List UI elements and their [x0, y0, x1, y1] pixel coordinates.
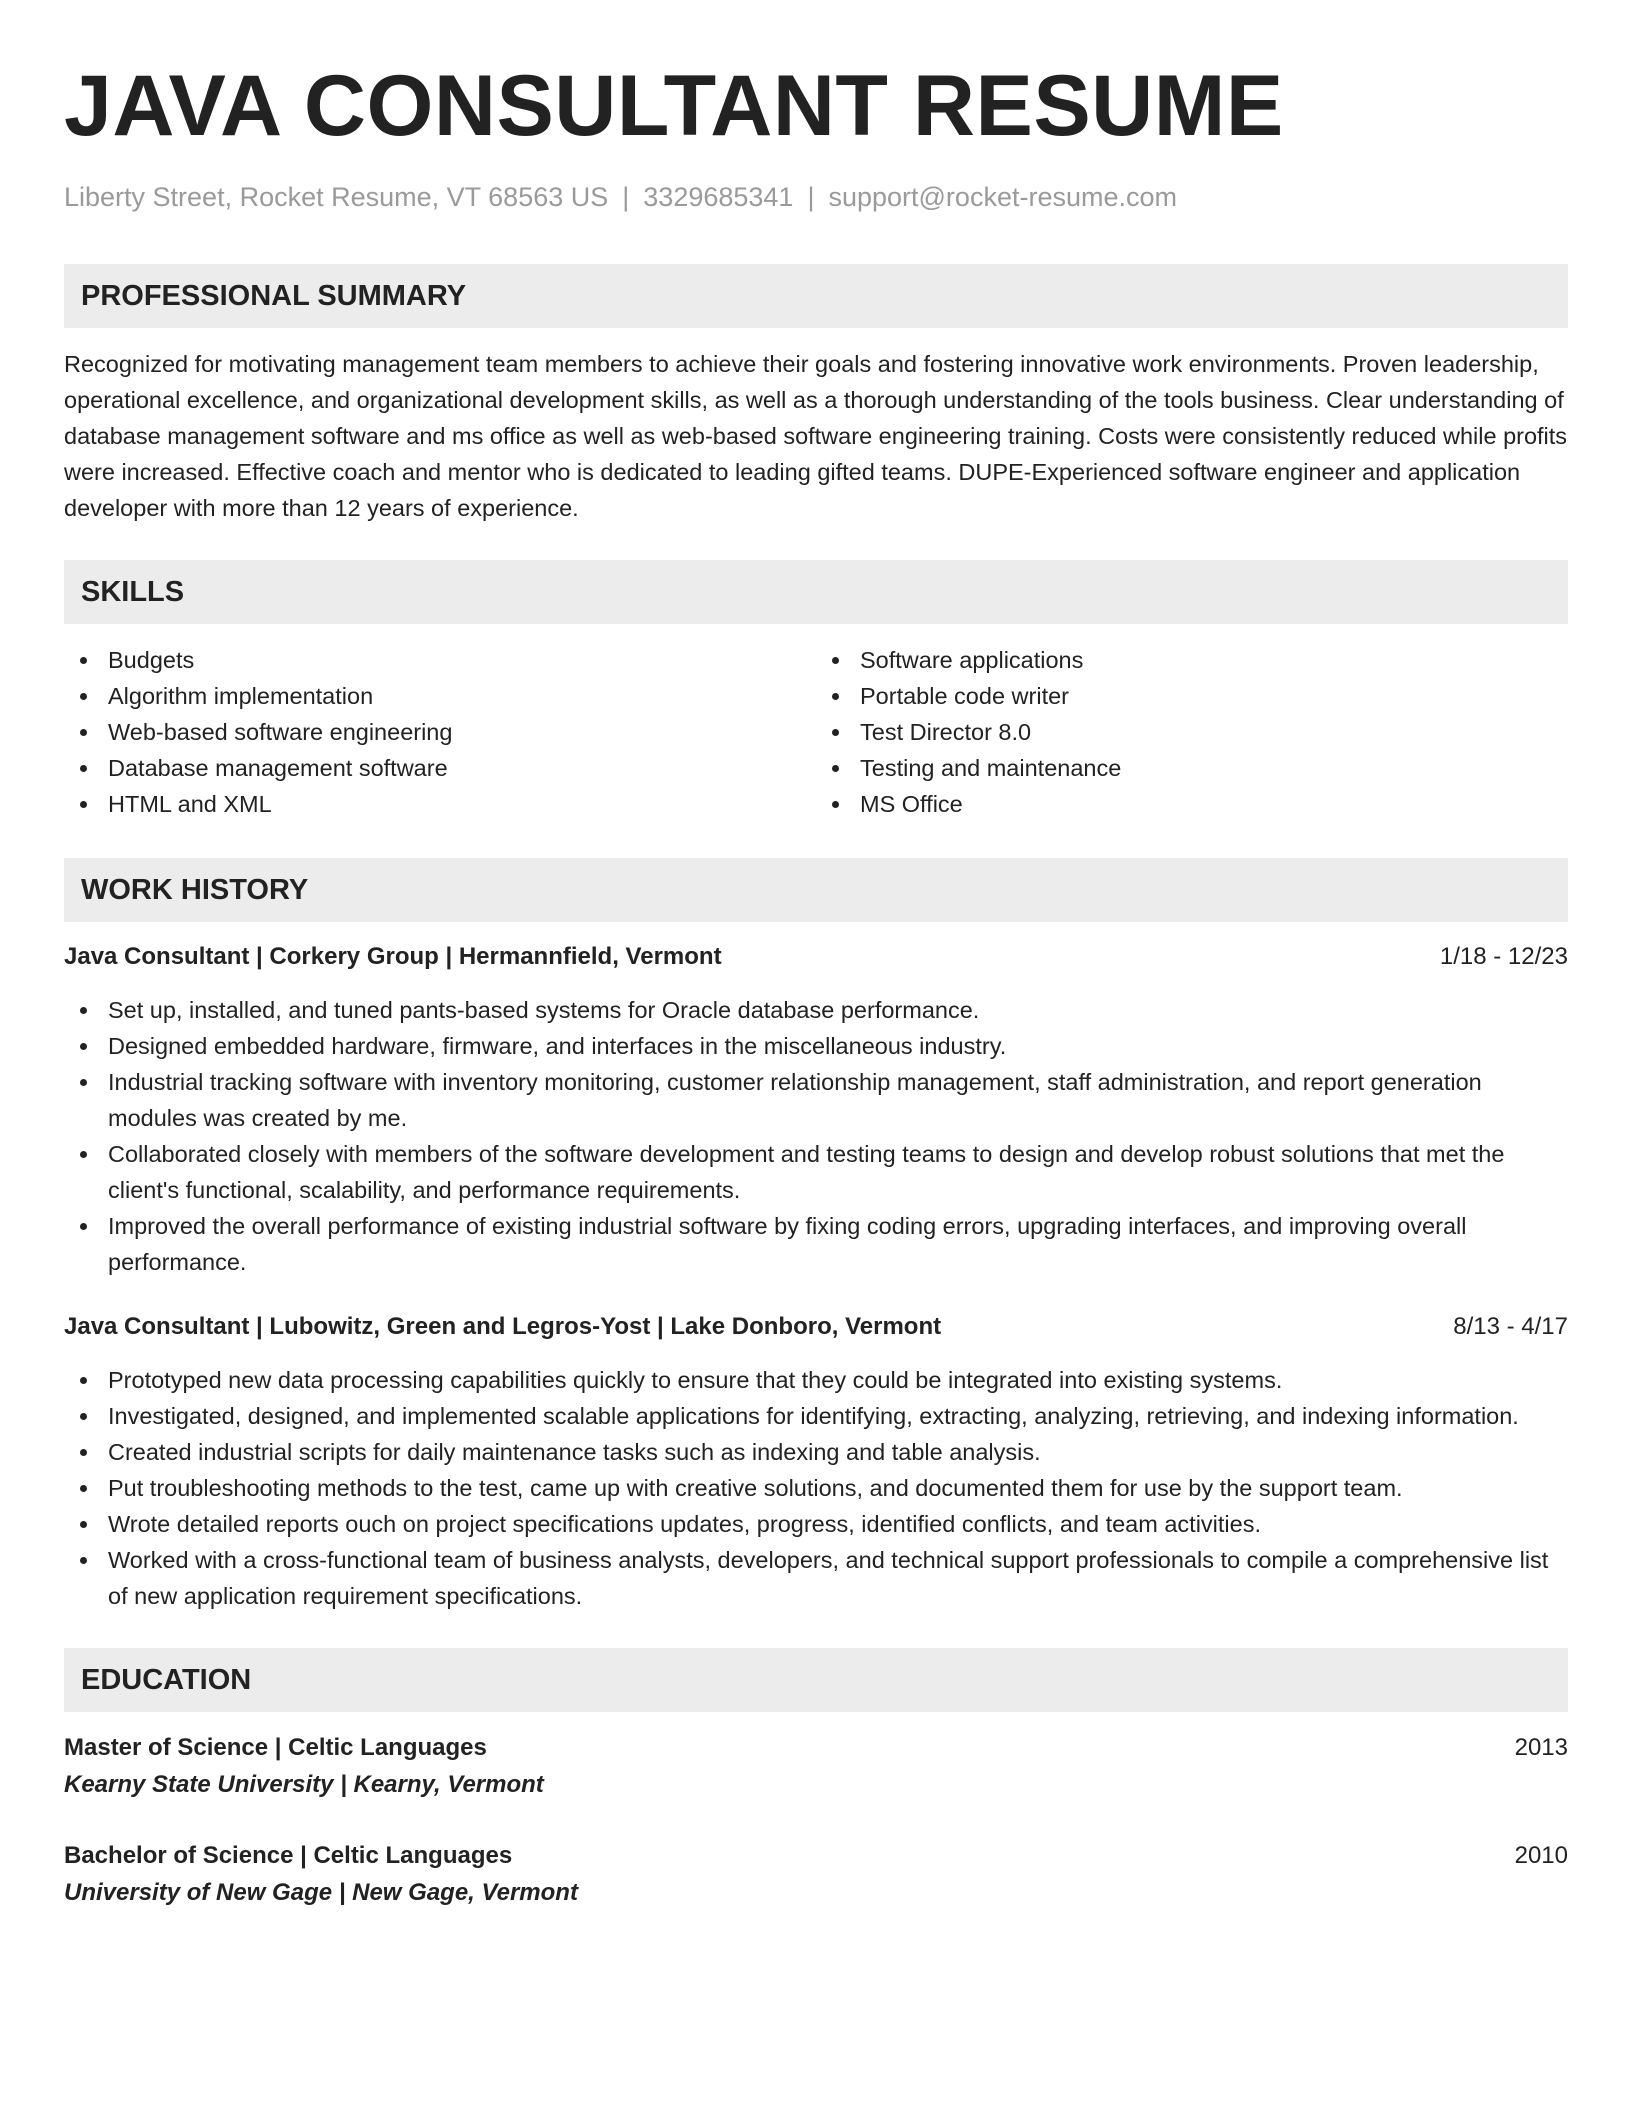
job-bullet: Put troubleshooting methods to the test, came up with creative solutions, and documented them for use by the support team.	[64, 1470, 1568, 1506]
section-title: EDUCATION	[81, 1663, 252, 1696]
skills-list	[64, 642, 1568, 822]
job-bullet: Set up, installed, and tuned pants-based systems for Oracle database performance.	[64, 992, 1568, 1028]
education-entry	[64, 1730, 1568, 1804]
job-bullets	[64, 1362, 1568, 1614]
skill-item: Budgets	[64, 642, 816, 678]
skill-item: HTML and XML	[64, 786, 816, 822]
skill-item: Test Director 8.0	[816, 714, 1568, 750]
job-bullet: Prototyped new data processing capabilities quickly to ensure that they could be integrated into existing systems.	[64, 1362, 1568, 1398]
education-header	[64, 1730, 1568, 1766]
contact-email: support@rocket-resume.com	[828, 182, 1177, 212]
education-year: 2013	[1514, 1734, 1568, 1761]
job-bullet: Wrote detailed reports ouch on project specifications updates, progress, identified conflicts, and team activities.	[64, 1506, 1568, 1542]
skill-item: Algorithm implementation	[64, 678, 816, 714]
job-entry	[64, 940, 1568, 1280]
section-title: SKILLS	[81, 575, 185, 608]
education-entry	[64, 1838, 1568, 1912]
section-header-skills	[64, 560, 1568, 624]
contact-phone: 3329685341	[643, 182, 794, 212]
resume-title: JAVA CONSULTANT RESUME	[64, 58, 1284, 154]
contact-line	[64, 180, 1568, 214]
education-school: Kearny State University | Kearny, Vermont	[64, 1771, 544, 1798]
skill-item: Testing and maintenance	[816, 750, 1568, 786]
education-degree: Master of Science | Celtic Languages	[64, 1734, 487, 1761]
job-bullet: Worked with a cross-functional team of business analysts, developers, and technical support professionals to compile a comprehensive list of new application requirement specifications.	[64, 1542, 1568, 1614]
section-header-work-history	[64, 858, 1568, 922]
job-bullet: Improved the overall performance of existing industrial software by fixing coding errors, upgrading interfaces, and improving overall performance.	[64, 1208, 1568, 1280]
job-bullet: Industrial tracking software with inventory monitoring, customer relationship management, staff administration, and report generation modules was created by me.	[64, 1064, 1568, 1136]
job-dates: 1/18 - 12/23	[1439, 943, 1568, 970]
skill-item: Software applications	[816, 642, 1568, 678]
section-header-education	[64, 1648, 1568, 1712]
section-header-summary	[64, 264, 1568, 328]
section-title: WORK HISTORY	[81, 873, 309, 906]
contact-separator: |	[622, 182, 630, 212]
job-title: Java Consultant | Lubowitz, Green and Legros-Yost | Lake Donboro, Vermont	[64, 1313, 942, 1340]
job-title: Java Consultant | Corkery Group | Hermannfield, Vermont	[64, 943, 722, 970]
education-school: University of New Gage | New Gage, Vermont	[64, 1879, 578, 1906]
job-header	[64, 940, 1568, 974]
skill-item: Portable code writer	[816, 678, 1568, 714]
skill-item: MS Office	[816, 786, 1568, 822]
education-header	[64, 1838, 1568, 1874]
job-bullet: Designed embedded hardware, firmware, and interfaces in the miscellaneous industry.	[64, 1028, 1568, 1064]
education-year: 2010	[1514, 1842, 1568, 1869]
skills-column-right	[816, 642, 1568, 822]
job-bullet: Investigated, designed, and implemented scalable applications for identifying, extracting, analyzing, retrieving, and indexing information.	[64, 1398, 1568, 1434]
job-bullet: Created industrial scripts for daily maintenance tasks such as indexing and table analysis.	[64, 1434, 1568, 1470]
skill-item: Web-based software engineering	[64, 714, 816, 750]
skills-column-left	[64, 642, 816, 822]
skill-item: Database management software	[64, 750, 816, 786]
job-dates: 8/13 - 4/17	[1453, 1313, 1568, 1340]
education-degree: Bachelor of Science | Celtic Languages	[64, 1842, 513, 1869]
summary-text: Recognized for motivating management team members to achieve their goals and fostering innovative work environments. Proven leadership, operational excellence, and organizational development skills, as well as a thorough understanding of the tools business. Clear understanding of database management software and ms office as well as web-based software engineering training. Costs were consistently reduced while profits were increased. Effective coach and mentor who is dedicated to leading gifted teams. DUPE-Experienced software engineer and application developer with more than 12 years of experience.	[64, 351, 1568, 521]
job-header	[64, 1310, 1568, 1344]
section-title: PROFESSIONAL SUMMARY	[81, 279, 467, 312]
contact-address: Liberty Street, Rocket Resume, VT 68563 US	[64, 182, 609, 212]
job-bullets	[64, 992, 1568, 1280]
job-entry	[64, 1310, 1568, 1614]
job-bullet: Collaborated closely with members of the software development and testing teams to design and develop robust solutions that met the client's functional, scalability, and performance requirements.	[64, 1136, 1568, 1208]
contact-separator: |	[807, 182, 815, 212]
